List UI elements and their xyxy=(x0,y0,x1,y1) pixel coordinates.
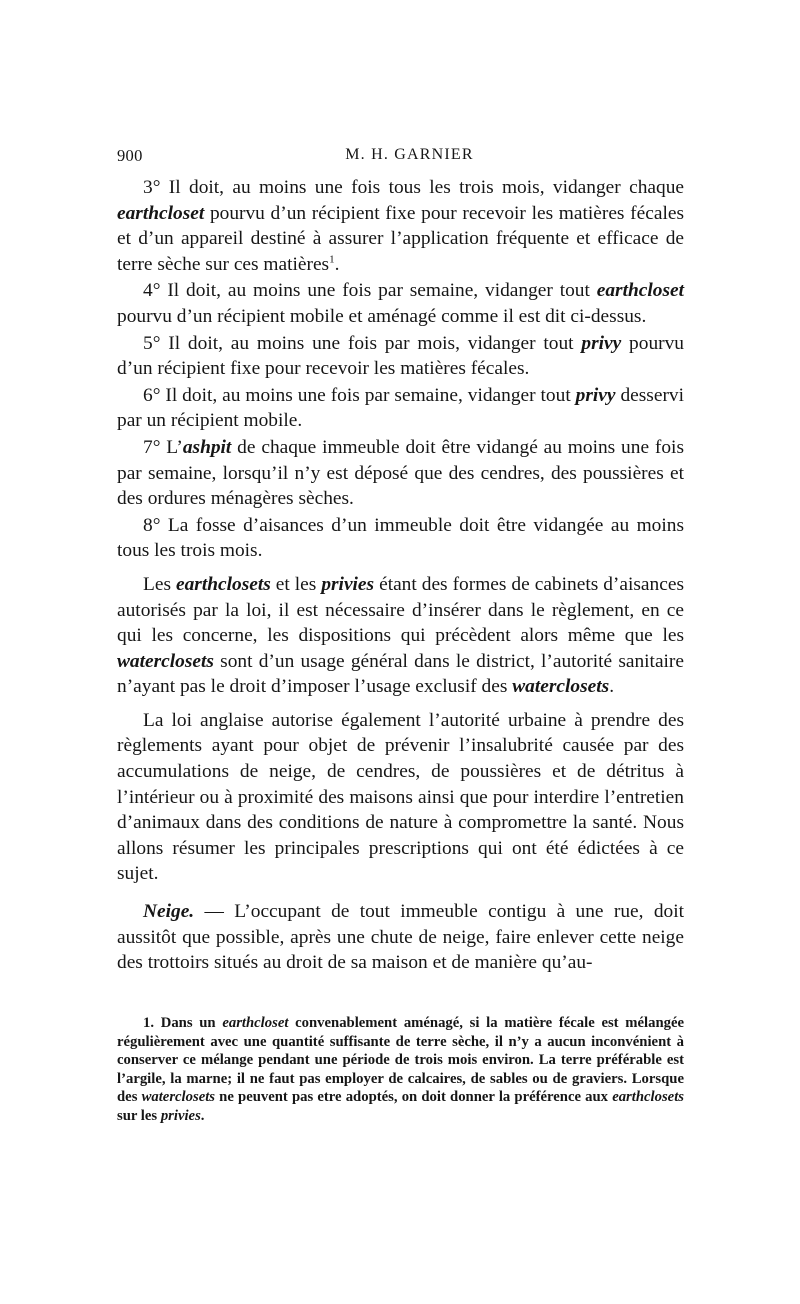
paragraph-8-rule: 8° La fosse d’aisances d’un immeuble doit être vidangée au moins tous les trois mois. xyxy=(117,514,684,562)
paragraph-4-rule: 4° Il doit, au moins une fois par semaine, vidanger tout earthcloset pourvu d’un récipient mobile et aménagé comme il est dit ci-dessus. xyxy=(117,280,684,327)
paragraph-6-rule: 6° Il doit, au moins une fois par semaine, vidanger tout privy desservi par un récipient mobile. xyxy=(117,384,684,432)
paragraph-3-rule: 3° Il doit, au moins une fois tous les trois mois, vidanger chaque earthcloset pourvu d’un récipient fixe pour recevoir les matières fécales et d’un appareil destiné à assurer l’application fréquente et efficace de terre sèche sur ces matières$^1$. xyxy=(117,177,684,275)
book-page xyxy=(117,146,685,1124)
paragraph-5-rule: 5° Il doit, au moins une fois par mois, vidanger tout privy pourvu d’un récipient fixe pour recevoir les matières fécales. xyxy=(117,332,684,380)
footnote xyxy=(117,1014,684,1126)
page-number: 900 xyxy=(117,146,143,165)
paragraph-loi-anglaise: La loi anglaise autorise également l’autorité urbaine à prendre des règlements ayant pour objet de prévenir l’insalubrité causée par des accumulations de neige, de cendres, de poussières et de détritus à l’intérieur ou à proximité des maisons ainsi que pour interdire l’entretien d’animaux dans des conditions de nature à compromettre la santé. Nous allons résumer les principales prescriptions qui ont été édictées à ce sujet. xyxy=(117,709,684,885)
paragraph-neige: Neige. — L’occupant de tout immeuble contigu à une rue, doit aussitôt que possible, après une chute de neige, faire enlever cette neige des trottoirs situés au droit de sa maison et de manière qu’au- xyxy=(117,901,684,974)
paragraph-7-rule: 7° L’ashpit de chaque immeuble doit être vidangé au moins une fois par semaine, lorsqu’il n’y est déposé que des cendres, des poussières et des ordures ménagères sèches. xyxy=(117,436,684,510)
paragraph-earthclosets: Les earthclosets et les privies étant des formes de cabinets d’aisances autorisés par la loi, il est nécessaire d’insérer dans le règlement, en ce qui les concerne, les dispositions qui précèdent alors même que les waterclosets sont d’un usage général dans le district, l’autorité sanitaire n’ayant pas le droit d’imposer l’usage exclusif des waterclosets. xyxy=(117,573,684,698)
body-text xyxy=(117,175,684,976)
footnote-reference[interactable]: 1 xyxy=(329,253,335,266)
footnote-1: 1. Dans un earthcloset convenablement aménagé, si la matière fécale est mélangée régulièrement avec une quantité suffisante de terre sèche, il n’y a aucun inconvénient à conserver ce mélange pendant une période de trois mois environ. La terre préférable est l’argile, la marne; il ne faut pas employer de calcaires, de sables ou de graviers. Lorsque des waterclosets ne peuvent pas etre adoptés, on doit donner la préférence aux earthclosets sur les privies. xyxy=(117,1015,685,1124)
running-head xyxy=(117,146,684,170)
running-title: M. H. GARNIER xyxy=(345,146,474,163)
